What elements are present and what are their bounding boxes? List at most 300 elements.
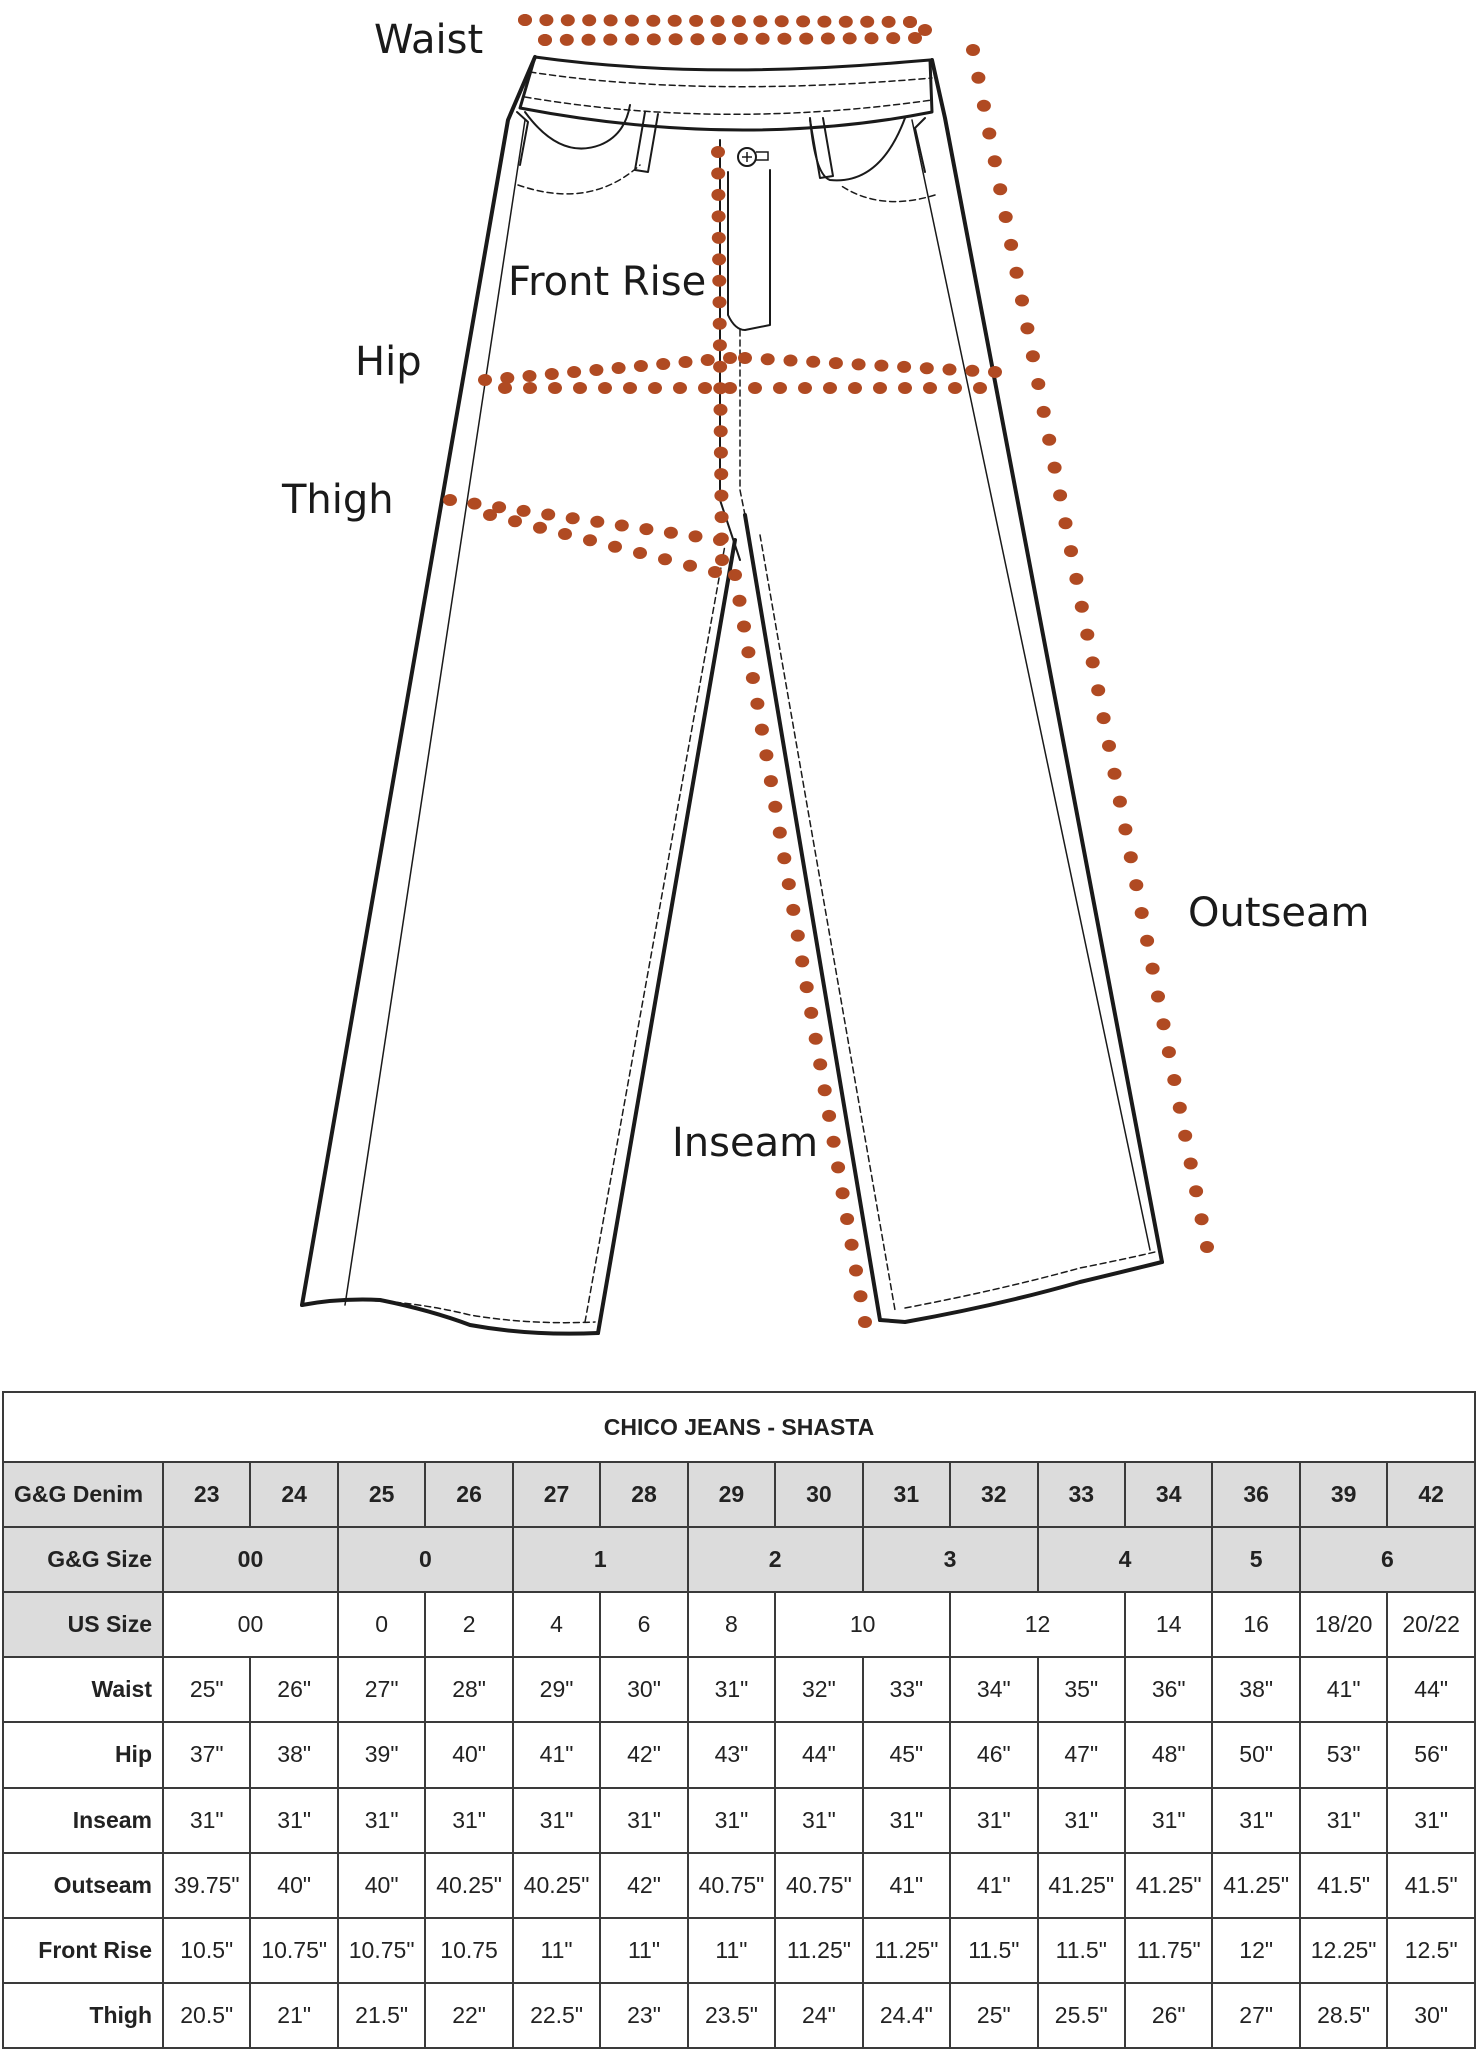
waist-dot: [582, 34, 596, 46]
hip-dot: [656, 358, 670, 370]
measurement-cell: 11.75": [1125, 1918, 1212, 1983]
measurement-cell: 21": [250, 1983, 337, 2048]
hip-dot: [523, 370, 537, 382]
measurement-cell: 33": [863, 1657, 950, 1722]
us-size-cell: 4: [513, 1592, 600, 1657]
hip-dot: [679, 356, 693, 368]
outseam-dot: [1195, 1213, 1209, 1225]
measurement-cell: 10.5": [163, 1918, 250, 1983]
measurement-cell: 40.25": [513, 1853, 600, 1918]
inseam-dot: [737, 621, 751, 633]
outseam-dot: [993, 183, 1007, 195]
outseam-dot: [977, 100, 991, 112]
denim-cell: 28: [600, 1462, 687, 1527]
waist-dot: [561, 14, 575, 26]
hip-dot: [567, 366, 581, 378]
hip-dot: [500, 372, 514, 384]
measurement-cell: 46": [950, 1722, 1037, 1787]
gg-size-cell: 3: [863, 1527, 1038, 1592]
table-row: [3, 1722, 1475, 1787]
inseam-dot: [831, 1161, 845, 1173]
front-rise-dot: [712, 275, 726, 287]
measurement-cell: 31": [600, 1788, 687, 1853]
inseam-dot: [791, 930, 805, 942]
outseam-dot: [1167, 1074, 1181, 1086]
waist-dot: [712, 33, 726, 45]
measurement-cell: 41": [950, 1853, 1037, 1918]
outseam-label: Outseam: [1188, 890, 1370, 936]
outseam-dot: [1091, 684, 1105, 696]
measurement-cell: 23.5": [688, 1983, 775, 2048]
measurement-cell: 31": [688, 1788, 775, 1853]
waist-dot: [668, 15, 682, 27]
row-header-us-size: US Size: [3, 1592, 163, 1657]
row-header-denim: G&G Denim: [3, 1462, 163, 1527]
measurement-cell: 41.5": [1387, 1853, 1475, 1918]
waist-dot: [603, 34, 617, 46]
measurement-cell: 29": [513, 1657, 600, 1722]
front-rise-dot: [711, 168, 725, 180]
measurement-cell: 30": [600, 1657, 687, 1722]
us-size-cell: 6: [600, 1592, 687, 1657]
table-row: [3, 1657, 1475, 1722]
measurement-cell: 40.75": [775, 1853, 862, 1918]
hip-dot: [498, 382, 512, 394]
waist-label: Waist: [374, 17, 484, 63]
waist-dot: [886, 32, 900, 44]
front-rise-dot: [714, 490, 728, 502]
outseam-dot: [1118, 823, 1132, 835]
measurement-cell: 43": [688, 1722, 775, 1787]
hip-dot: [829, 357, 843, 369]
measurement-cell: 40": [338, 1853, 425, 1918]
waist-dot: [865, 32, 879, 44]
gg-size-cell: 4: [1038, 1527, 1213, 1592]
measurement-cell: 31": [513, 1788, 600, 1853]
waist-dot: [538, 34, 552, 46]
row-header: Hip: [3, 1722, 163, 1787]
hip-dot: [623, 382, 637, 394]
thigh-dot: [658, 553, 672, 565]
measurement-cell: 41": [513, 1722, 600, 1787]
us-size-cell: 20/22: [1387, 1592, 1475, 1657]
thigh-dot: [558, 528, 572, 540]
outseam-dot: [971, 72, 985, 84]
measurement-cell: 31": [1212, 1788, 1299, 1853]
waist-dot: [860, 16, 874, 28]
measurement-cell: 50": [1212, 1722, 1299, 1787]
inseam-dot: [813, 1058, 827, 1070]
measurement-cell: 11": [600, 1918, 687, 1983]
waist-dot: [799, 33, 813, 45]
measurement-cell: 40.25": [425, 1853, 512, 1918]
hip-dot: [874, 360, 888, 372]
inseam-dot: [755, 724, 769, 736]
inseam-dot: [768, 801, 782, 813]
measurement-cell: 31": [688, 1657, 775, 1722]
table-row: [3, 1918, 1475, 1983]
thigh-dot: [443, 494, 457, 506]
table-row: [3, 1788, 1475, 1853]
gg-size-cell: 1: [513, 1527, 688, 1592]
denim-cell: 24: [250, 1462, 337, 1527]
outseam-dot: [1146, 963, 1160, 975]
waist-dot: [647, 33, 661, 45]
thigh-dot: [608, 541, 622, 553]
outseam-dot: [988, 155, 1002, 167]
measurement-cell: 34": [950, 1657, 1037, 1722]
measurement-cell: 41": [863, 1853, 950, 1918]
denim-cell: 29: [688, 1462, 775, 1527]
hip-dot: [873, 382, 887, 394]
measurement-cell: 11.25": [863, 1918, 950, 1983]
denim-cell: 32: [950, 1462, 1037, 1527]
measurement-cell: 12": [1212, 1918, 1299, 1983]
front-rise-dot: [712, 210, 726, 222]
measurement-cell: 24.4": [863, 1983, 950, 2048]
measurement-cell: 40": [425, 1722, 512, 1787]
waist-dot: [821, 33, 835, 45]
hip-dot: [548, 382, 562, 394]
outseam-dot: [1151, 991, 1165, 1003]
waist-dot: [625, 15, 639, 27]
measurement-cell: 10.75: [425, 1918, 512, 1983]
waist-dot: [775, 15, 789, 27]
measurement-cell: 31": [950, 1788, 1037, 1853]
outseam-dot: [1004, 239, 1018, 251]
thigh-dot: [541, 509, 555, 521]
outseam-dot: [1184, 1158, 1198, 1170]
measurement-cell: 40": [250, 1853, 337, 1918]
front-rise-dot: [711, 189, 725, 201]
measurement-cell: 44": [1387, 1657, 1475, 1722]
us-size-cell: 8: [688, 1592, 775, 1657]
waist-dot: [753, 15, 767, 27]
us-size-cell: 14: [1125, 1592, 1212, 1657]
inseam-dot: [786, 904, 800, 916]
outseam-dot: [1010, 267, 1024, 279]
outseam-dot: [1080, 629, 1094, 641]
table-row-us-size: [3, 1592, 1475, 1657]
us-size-cell: 12: [950, 1592, 1125, 1657]
waist-dot: [689, 15, 703, 27]
measurement-cell: 26": [1125, 1983, 1212, 2048]
hip-dot: [748, 382, 762, 394]
measurement-cell: 42": [600, 1853, 687, 1918]
measurement-cell: 31": [863, 1788, 950, 1853]
measurement-cell: 38": [250, 1722, 337, 1787]
measurement-cell: 39": [338, 1722, 425, 1787]
measurement-cell: 41.25": [1038, 1853, 1125, 1918]
denim-cell: 25: [338, 1462, 425, 1527]
us-size-cell: 10: [775, 1592, 950, 1657]
outseam-dot: [1042, 434, 1056, 446]
gg-size-cell: 0: [338, 1527, 513, 1592]
outseam-dot: [1015, 295, 1029, 307]
waist-dot: [669, 33, 683, 45]
waist-dot: [796, 15, 810, 27]
hip-dot: [948, 382, 962, 394]
outseam-dot: [1157, 1018, 1171, 1030]
outseam-dot: [999, 211, 1013, 223]
measurement-cell: 31": [250, 1788, 337, 1853]
denim-cell: 26: [425, 1462, 512, 1527]
outseam-dot: [1102, 740, 1116, 752]
measurement-cell: 39.75": [163, 1853, 250, 1918]
size-table: [2, 1391, 1476, 2049]
waist-dot: [756, 33, 770, 45]
measurement-cell: 10.75": [338, 1918, 425, 1983]
waist-dot: [843, 32, 857, 44]
hip-dot: [723, 382, 737, 394]
hip-dot: [523, 382, 537, 394]
denim-cell: 31: [863, 1462, 950, 1527]
table-row: [3, 1983, 1475, 2048]
measurement-cell: 42": [600, 1722, 687, 1787]
measurement-cell: 35": [1038, 1657, 1125, 1722]
row-header: Front Rise: [3, 1918, 163, 1983]
outseam-dot: [1031, 378, 1045, 390]
hip-dot: [823, 382, 837, 394]
outseam-dot: [1075, 601, 1089, 613]
size-chart: [2, 1391, 1476, 2049]
thigh-dot: [468, 498, 482, 510]
waist-dot: [625, 34, 639, 46]
us-size-cell: 00: [163, 1592, 338, 1657]
measurement-cell: 40.75": [688, 1853, 775, 1918]
front-rise-dot: [715, 511, 729, 523]
denim-cell: 30: [775, 1462, 862, 1527]
outseam-dot: [1059, 517, 1073, 529]
measurement-cell: 11.5": [950, 1918, 1037, 1983]
gg-size-cell: 00: [163, 1527, 338, 1592]
hip-dot: [598, 382, 612, 394]
outseam-dot: [1108, 768, 1122, 780]
waist-dot: [711, 15, 725, 27]
outseam-dot: [1178, 1130, 1192, 1142]
outseam-dot: [1200, 1241, 1214, 1253]
measurement-cell: 24": [775, 1983, 862, 2048]
inseam-dot: [800, 981, 814, 993]
front-rise-dot: [712, 232, 726, 244]
outseam-dot: [1026, 350, 1040, 362]
denim-cell: 23: [163, 1462, 250, 1527]
measurement-cell: 47": [1038, 1722, 1125, 1787]
table-title-row: [3, 1392, 1475, 1462]
hip-dot: [648, 382, 662, 394]
waist-dot: [918, 24, 932, 36]
measurement-cell: 27": [338, 1657, 425, 1722]
outseam-dot: [1069, 573, 1083, 585]
waist-dot: [734, 33, 748, 45]
hip-dot: [723, 352, 737, 364]
front-rise-label: Front Rise: [508, 259, 707, 305]
hip-label: Hip: [355, 339, 422, 385]
hip-dot: [973, 382, 987, 394]
front-rise-dot: [714, 447, 728, 459]
thigh-dot: [633, 547, 647, 559]
measurement-cell: 31": [1125, 1788, 1212, 1853]
waist-dot: [882, 16, 896, 28]
outseam-dot: [1113, 796, 1127, 808]
hip-dot: [701, 354, 715, 366]
hip-dot: [545, 368, 559, 380]
thigh-dot: [508, 515, 522, 527]
gg-size-cell: 5: [1212, 1527, 1299, 1592]
waist-dot: [560, 34, 574, 46]
inseam-dot: [858, 1316, 872, 1328]
gg-size-cell: 2: [688, 1527, 863, 1592]
inseam-dot: [845, 1239, 859, 1251]
measurement-cell: 12.25": [1300, 1918, 1387, 1983]
measurement-cell: 45": [863, 1722, 950, 1787]
inseam-dot: [809, 1033, 823, 1045]
waist-dot: [539, 14, 553, 26]
waist-dot: [903, 16, 917, 28]
measurement-cell: 31": [1300, 1788, 1387, 1853]
hip-dot: [806, 356, 820, 368]
waist-dot: [777, 33, 791, 45]
outseam-dot: [1037, 406, 1051, 418]
measurement-cell: 53": [1300, 1722, 1387, 1787]
front-rise-dot: [713, 296, 727, 308]
measurement-cell: 56": [1387, 1722, 1475, 1787]
measurement-cell: 27": [1212, 1983, 1299, 2048]
measurement-cell: 23": [600, 1983, 687, 2048]
front-rise-dot: [713, 361, 727, 373]
measurement-cell: 11": [688, 1918, 775, 1983]
hip-dot: [784, 355, 798, 367]
thigh-label: Thigh: [282, 477, 394, 523]
inseam-dot: [822, 1110, 836, 1122]
waist-dot: [518, 14, 532, 26]
row-header: Inseam: [3, 1788, 163, 1853]
measurement-cell: 20.5": [163, 1983, 250, 2048]
hip-dot: [988, 366, 1002, 378]
measurement-cell: 12.5": [1387, 1918, 1475, 1983]
front-rise-dot: [714, 468, 728, 480]
measurement-cell: 41.25": [1212, 1853, 1299, 1918]
inseam-dot: [849, 1265, 863, 1277]
us-size-cell: 2: [425, 1592, 512, 1657]
front-rise-dot: [711, 146, 725, 158]
front-rise-dot: [713, 318, 727, 330]
hip-dot: [589, 364, 603, 376]
us-size-cell: 18/20: [1300, 1592, 1387, 1657]
hip-dot: [673, 382, 687, 394]
table-title: CHICO JEANS - SHASTA: [3, 1392, 1475, 1462]
measurement-cell: 25": [950, 1983, 1037, 2048]
thigh-dot: [708, 566, 722, 578]
front-rise-dot: [712, 253, 726, 265]
measurement-cell: 11.5": [1038, 1918, 1125, 1983]
outseam-dot: [1129, 879, 1143, 891]
waist-dot: [817, 16, 831, 28]
measurement-cell: 37": [163, 1722, 250, 1787]
measurement-cell: 48": [1125, 1722, 1212, 1787]
thigh-dot: [615, 520, 629, 532]
inseam-dot: [733, 595, 747, 607]
waist-dot: [582, 14, 596, 26]
outseam-dot: [1086, 656, 1100, 668]
us-size-cell: 16: [1212, 1592, 1299, 1657]
thigh-dot: [533, 522, 547, 534]
denim-cell: 27: [513, 1462, 600, 1527]
inseam-dot: [840, 1213, 854, 1225]
thigh-dot: [639, 523, 653, 535]
row-header: Outseam: [3, 1853, 163, 1918]
measurement-cell: 31": [338, 1788, 425, 1853]
waist-dot: [646, 15, 660, 27]
waist-dot: [604, 14, 618, 26]
hip-dot: [612, 362, 626, 374]
hip-dot: [965, 365, 979, 377]
thigh-dot: [713, 534, 727, 546]
inseam-dot: [728, 569, 742, 581]
front-rise-dot: [714, 404, 728, 416]
measurement-cell: 22.5": [513, 1983, 600, 2048]
outseam-dot: [1189, 1185, 1203, 1197]
measurement-cell: 44": [775, 1722, 862, 1787]
outseam-dot: [1053, 489, 1067, 501]
denim-cell: 39: [1300, 1462, 1387, 1527]
outseam-dot: [982, 128, 996, 140]
measurement-cell: 28.5": [1300, 1983, 1387, 2048]
us-size-cell: 0: [338, 1592, 425, 1657]
waist-dot: [690, 33, 704, 45]
inseam-dot: [750, 698, 764, 710]
measurement-cell: 36": [1125, 1657, 1212, 1722]
hip-dot: [852, 358, 866, 370]
measurement-cell: 38": [1212, 1657, 1299, 1722]
measurement-cell: 41.5": [1300, 1853, 1387, 1918]
hip-dot: [573, 382, 587, 394]
inseam-dot: [777, 852, 791, 864]
thigh-dot: [566, 512, 580, 524]
thigh-dot: [517, 505, 531, 517]
inseam-dot: [795, 955, 809, 967]
outseam-dot: [1135, 907, 1149, 919]
hip-dot: [920, 362, 934, 374]
hip-dot: [898, 382, 912, 394]
front-rise-dot: [713, 339, 727, 351]
measurement-cell: 32": [775, 1657, 862, 1722]
inseam-dot: [804, 1007, 818, 1019]
table-row-denim: [3, 1462, 1475, 1527]
measurement-cell: 25": [163, 1657, 250, 1722]
inseam-dot: [827, 1136, 841, 1148]
measurement-cell: 10.75": [250, 1918, 337, 1983]
outseam-dot: [1097, 712, 1111, 724]
outseam-dot: [1124, 851, 1138, 863]
outseam-dot: [1162, 1046, 1176, 1058]
thigh-dot: [664, 527, 678, 539]
inseam-dot: [836, 1187, 850, 1199]
outseam-dot: [1173, 1102, 1187, 1114]
measurement-cell: 21.5": [338, 1983, 425, 2048]
hip-dot: [923, 382, 937, 394]
waist-dot: [839, 16, 853, 28]
hip-dot: [897, 361, 911, 373]
hip-dot: [478, 374, 492, 386]
inseam-dot: [741, 646, 755, 658]
denim-cell: 34: [1125, 1462, 1212, 1527]
hip-dot: [798, 382, 812, 394]
thigh-dot: [683, 560, 697, 572]
inseam-dot: [782, 878, 796, 890]
measurement-cell: 41": [1300, 1657, 1387, 1722]
hip-dot: [848, 382, 862, 394]
